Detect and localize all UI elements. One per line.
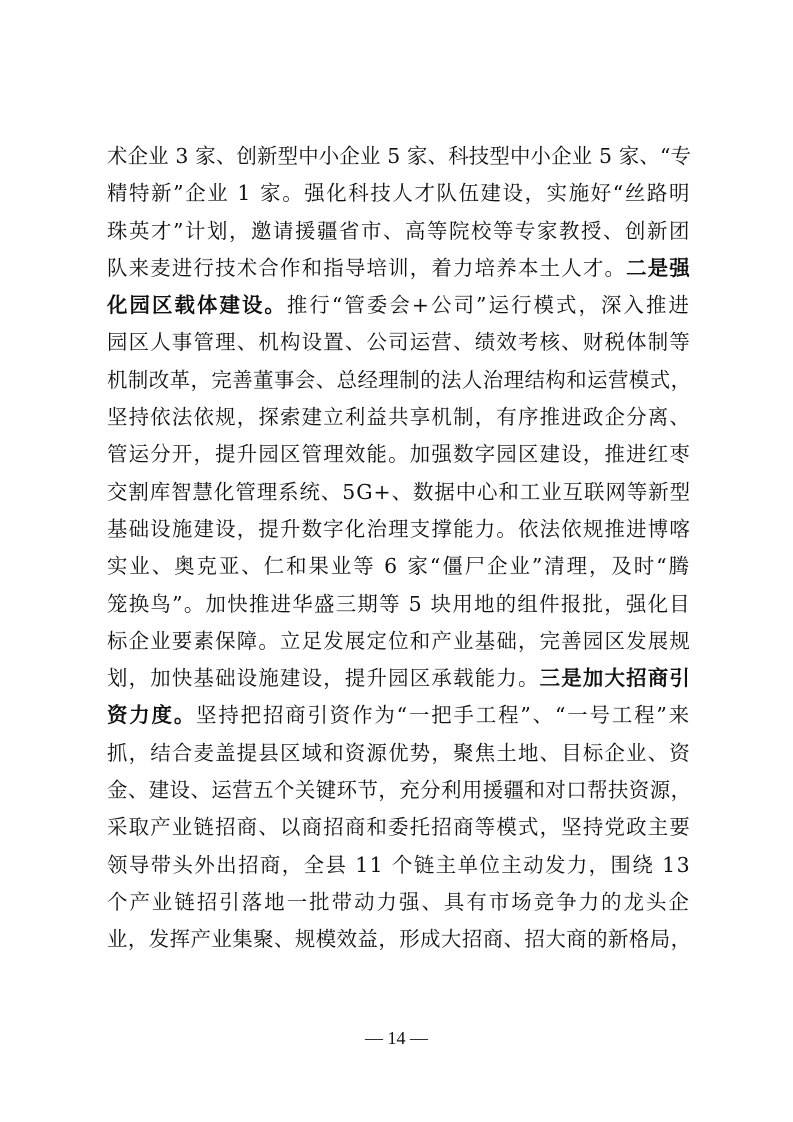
- body-text: 基础设施建设，提升数字化治理支撑能力。依法依规推进博喀: [107, 516, 691, 541]
- body-text: 采取产业链招商、以商招商和委托招商等模式，坚持党政主要: [107, 815, 691, 840]
- text-line: [107, 362, 691, 399]
- body-text: 园区人事管理、机构设置、公司运营、绩效考核、财税体制等: [107, 330, 691, 355]
- text-line: [107, 213, 691, 250]
- body-text: 抓，结合麦盖提县区域和资源优势，聚焦土地、目标企业、资: [107, 740, 691, 765]
- bold-heading-text: 资力度。: [107, 703, 197, 728]
- body-text: 领导带头外出招商，全县 11 个链主单位主动发力，围绕 13: [107, 852, 691, 877]
- text-line: [107, 138, 691, 175]
- body-text: 珠英才”计划，邀请援疆省市、高等院校等专家教授、创新团: [107, 218, 691, 243]
- text-line: [107, 697, 691, 734]
- text-line: [107, 623, 691, 660]
- bold-heading-text: 化园区载体建设。: [107, 293, 287, 318]
- text-line: [107, 175, 691, 212]
- body-text: 笼换鸟”。加快推进华盛三期等 5 块用地的组件报批，强化目: [107, 591, 691, 616]
- text-line: [107, 847, 691, 884]
- text-line: [107, 735, 691, 772]
- text-line: [107, 884, 691, 921]
- document-body: [107, 138, 691, 959]
- text-line: [107, 772, 691, 809]
- text-line: [107, 809, 691, 846]
- body-text: 机制改革，完善董事会、总经理制的法人治理结构和运营模式，: [107, 367, 692, 392]
- body-text: 业，发挥产业集聚、规模效益，形成大招商、招大商的新格局，: [107, 927, 692, 952]
- bold-heading-text: 三是加大招商引: [539, 666, 691, 691]
- body-text: 实业、奥克亚、仁和果业等 6 家“僵尸企业”清理，及时“腾: [107, 554, 691, 579]
- page-number: — 14 —: [365, 1028, 428, 1048]
- body-text: 术企业 3 家、创新型中小企业 5 家、科技型中小企业 5 家、“专: [107, 144, 692, 168]
- text-line: [107, 511, 691, 548]
- text-line: [107, 921, 691, 958]
- text-line: [107, 660, 691, 697]
- body-text: 精特新”企业 1 家。强化科技人才队伍建设，实施好“丝路明: [107, 181, 691, 206]
- text-line: [107, 324, 691, 361]
- text-line: [107, 287, 691, 324]
- text-line: [107, 548, 691, 585]
- body-text: 坚持依法依规，探索建立利益共享机制，有序推进政企分离、: [107, 405, 691, 430]
- text-line: [107, 474, 691, 511]
- body-text: 交割库智慧化管理系统、5G+、数据中心和工业互联网等新型: [107, 479, 691, 504]
- text-line: [107, 436, 691, 473]
- body-text: 划，加快基础设施建设，提升园区承载能力。: [107, 666, 540, 691]
- bold-heading-text: 二是强: [626, 255, 691, 280]
- body-text: 坚持把招商引资作为“一把手工程”、“一号工程”来: [196, 703, 691, 728]
- body-text: 金、建设、运营五个关键环节，充分利用援疆和对口帮扶资源，: [107, 778, 692, 803]
- body-text: 推行“管委会+公司”运行模式，深入推进: [286, 293, 691, 318]
- body-text: 标企业要素保障。立足发展定位和产业基础，完善园区发展规: [107, 628, 691, 653]
- body-text: 管运分开，提升园区管理效能。加强数字园区建设，推进红枣: [107, 442, 691, 467]
- text-line: [107, 586, 691, 623]
- text-line: [107, 250, 691, 287]
- body-text: 个产业链招引落地一批带动力强、具有市场竞争力的龙头企: [107, 889, 691, 914]
- body-text: 队来麦进行技术合作和指导培训，着力培养本土人才。: [107, 255, 627, 280]
- text-line: [107, 399, 691, 436]
